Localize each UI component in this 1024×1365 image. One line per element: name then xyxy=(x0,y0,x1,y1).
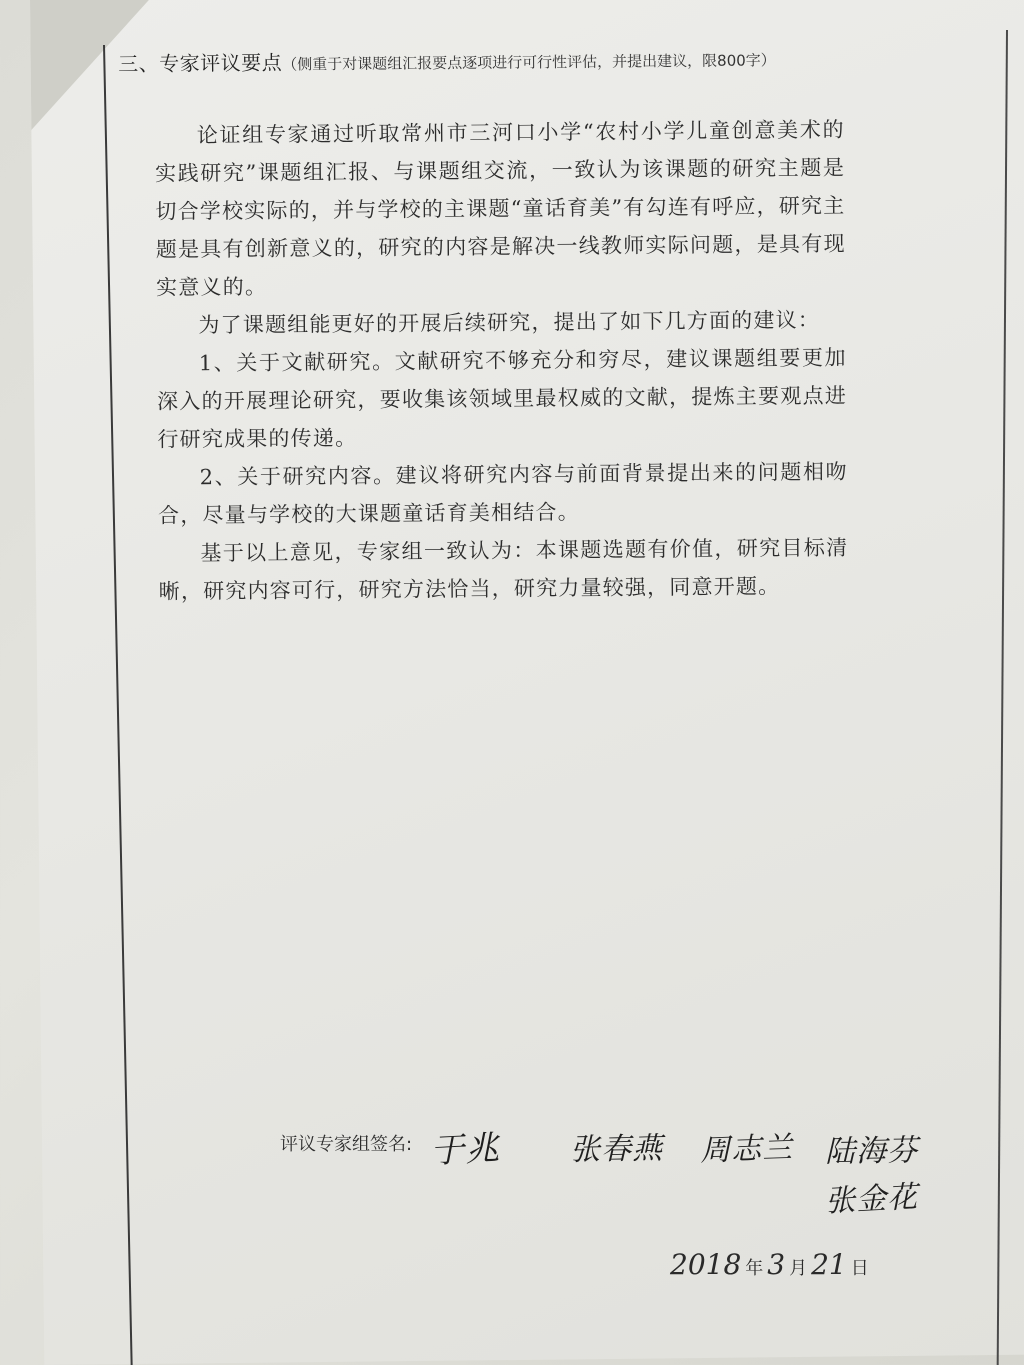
section-note: （侧重于对课题组汇报要点逐项进行可行性评估，并提出建议，限800字） xyxy=(282,51,776,74)
paragraph-summary: 论证组专家通过听取常州市三河口小学“农村小学儿童创意美术的实践研究”课题组汇报、与课题组交流，一致认为该课题的研究主题是切合学校实际的，并与学校的主课题“童话育美”有勾连有呼应，研究主题是具有创新意义的，研究的内容是解决一线教师实际问题，是具有现实意义的。 xyxy=(154,117,846,300)
signature-2: 张春燕 xyxy=(569,1131,664,1168)
signature-1: 于兆 xyxy=(429,1128,502,1172)
review-body xyxy=(155,111,849,611)
review-section xyxy=(118,40,983,610)
date-day: 21 xyxy=(811,1248,847,1281)
signature-3: 周志兰 xyxy=(699,1130,794,1169)
section-heading xyxy=(118,40,978,77)
date-month: 3 xyxy=(767,1248,786,1281)
paragraph-intro-suggestions: 为了课题组能更好的开展后续研究，提出了如下几方面的建议： xyxy=(198,307,821,338)
date-day-unit: 日 xyxy=(850,1258,869,1279)
section-title: 三、专家评议要点 xyxy=(118,50,283,76)
signature-block xyxy=(280,1130,980,1330)
signature-4: 陆海芬 xyxy=(824,1133,919,1170)
date-year: 2018 xyxy=(670,1248,742,1281)
signature-5: 张金花 xyxy=(824,1179,920,1220)
signature-date xyxy=(670,1248,873,1281)
paragraph-suggestion-1: 1、关于文献研究。文献研究不够充分和穷尽，建议课题组要更加深入的开展理论研究，要收集该领域里最权威的文献，提炼主要观点进行研究成果的传递。 xyxy=(156,345,848,452)
date-month-unit: 月 xyxy=(789,1258,808,1279)
paragraph-conclusion: 基于以上意见，专家组一致认为：本课题选题有价值，研究目标清晰，研究内容可行，研究方法恰当，研究力量较强，同意开题。 xyxy=(158,535,849,604)
signature-label: 评议专家组签名: xyxy=(280,1134,413,1155)
paragraph-suggestion-2: 2、关于研究内容。建议将研究内容与前面背景提出来的问题相吻合，尽量与学校的大课题童话育美相结合。 xyxy=(157,459,848,528)
date-year-unit: 年 xyxy=(745,1258,764,1279)
